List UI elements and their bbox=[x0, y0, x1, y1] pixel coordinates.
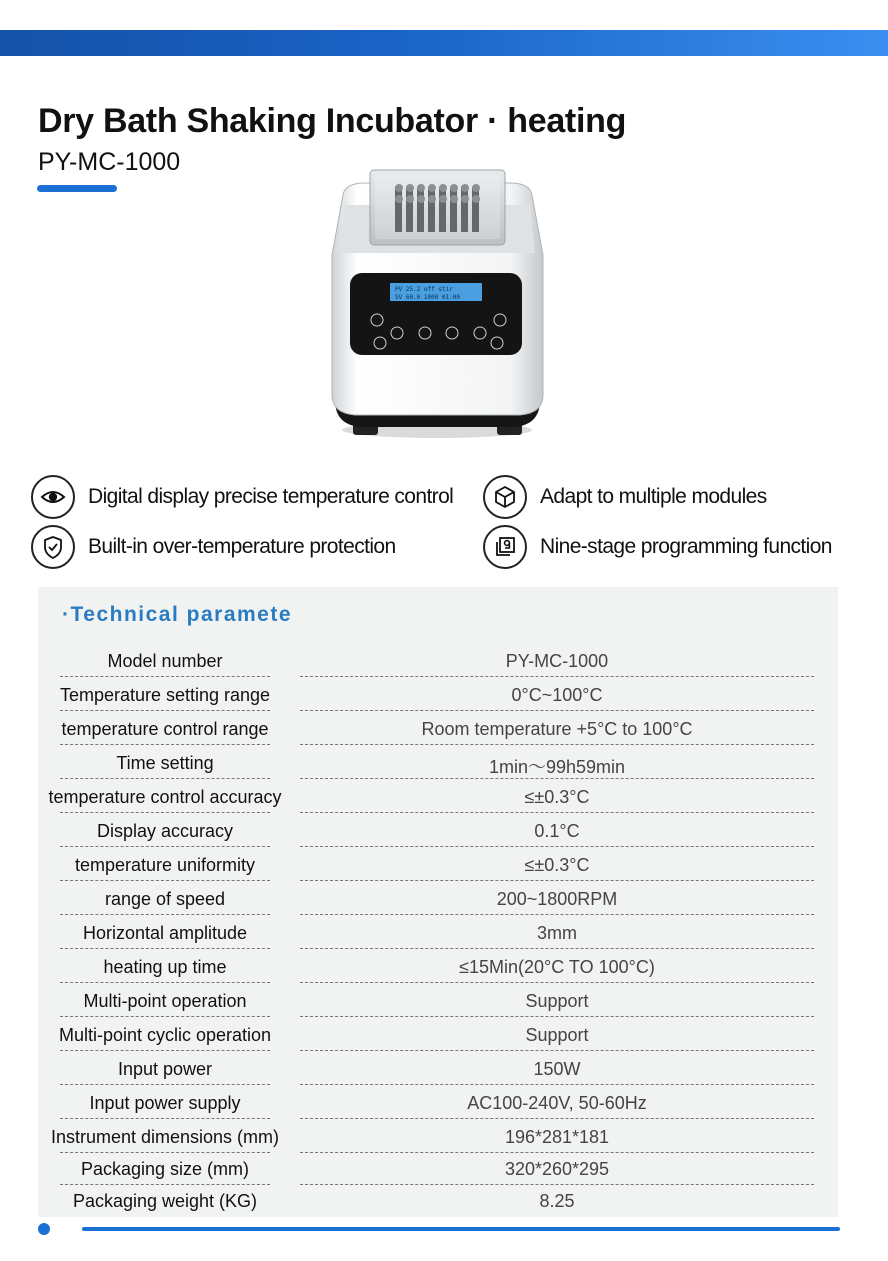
param-value: 8.25 bbox=[539, 1191, 575, 1211]
row-divider bbox=[60, 812, 270, 813]
row-divider bbox=[300, 1084, 814, 1085]
row-divider bbox=[60, 1016, 270, 1017]
param-label: temperature control range bbox=[61, 719, 269, 739]
row-divider bbox=[60, 948, 270, 949]
table-row bbox=[38, 917, 838, 951]
param-value: 150W bbox=[533, 1059, 581, 1079]
param-label: Instrument dimensions (mm) bbox=[50, 1127, 280, 1147]
feature-over-temperature bbox=[31, 525, 396, 569]
param-label: Temperature setting range bbox=[59, 685, 271, 705]
param-value: Support bbox=[525, 991, 589, 1011]
row-divider bbox=[60, 982, 270, 983]
param-value: Support bbox=[525, 1025, 589, 1045]
param-label: temperature control accuracy bbox=[48, 787, 282, 807]
table-row bbox=[38, 815, 838, 849]
row-divider bbox=[60, 914, 270, 915]
footer-dot bbox=[38, 1223, 50, 1235]
param-label: Packaging size (mm) bbox=[80, 1159, 250, 1179]
table-row bbox=[38, 679, 838, 713]
table-row bbox=[38, 1053, 838, 1087]
param-label: range of speed bbox=[104, 889, 226, 909]
footer-line bbox=[82, 1227, 840, 1231]
param-value: Room temperature +5°C to 100°C bbox=[421, 719, 693, 739]
param-value: 0.1°C bbox=[534, 821, 580, 841]
param-value: 1min～99h59min bbox=[488, 757, 626, 777]
param-label: Time setting bbox=[116, 753, 214, 773]
row-divider bbox=[300, 676, 814, 677]
param-label: Display accuracy bbox=[96, 821, 234, 841]
model-subtitle: PY-MC-1000 bbox=[38, 148, 181, 176]
feature-label: Nine-stage programming function bbox=[540, 535, 832, 558]
row-divider bbox=[300, 778, 814, 779]
row-divider bbox=[300, 710, 814, 711]
table-row bbox=[38, 1185, 838, 1219]
row-divider bbox=[60, 710, 270, 711]
row-divider bbox=[60, 676, 270, 677]
param-value: 3mm bbox=[537, 923, 577, 943]
page-title: Dry Bath Shaking Incubator · heating bbox=[38, 102, 627, 140]
row-divider bbox=[60, 778, 270, 779]
row-divider bbox=[300, 1050, 814, 1051]
feature-multiple-modules bbox=[483, 475, 767, 519]
row-divider bbox=[300, 982, 814, 983]
table-row bbox=[38, 1087, 838, 1121]
product-screen-line1: PV 25.2 off stir bbox=[395, 286, 453, 293]
title-underline bbox=[37, 185, 117, 192]
top-banner-bar bbox=[0, 30, 888, 56]
table-row bbox=[38, 713, 838, 747]
param-value: 196*281*181 bbox=[504, 1127, 610, 1147]
param-label: Packaging weight (KG) bbox=[72, 1191, 258, 1211]
feature-nine-stage bbox=[483, 525, 832, 569]
program-9-icon bbox=[483, 525, 527, 569]
param-value: 0°C~100°C bbox=[511, 685, 603, 705]
row-divider bbox=[60, 1084, 270, 1085]
technical-parameters-panel bbox=[38, 587, 838, 1217]
shield-check-icon bbox=[31, 525, 75, 569]
table-row bbox=[38, 883, 838, 917]
row-divider bbox=[60, 880, 270, 881]
param-value: 320*260*295 bbox=[504, 1159, 610, 1179]
product-image bbox=[325, 165, 550, 440]
row-divider bbox=[300, 948, 814, 949]
param-label: Multi-point cyclic operation bbox=[58, 1025, 272, 1045]
param-label: Multi-point operation bbox=[83, 991, 247, 1011]
table-row bbox=[38, 645, 838, 679]
table-row bbox=[38, 1153, 838, 1187]
row-divider bbox=[300, 812, 814, 813]
row-divider bbox=[60, 744, 270, 745]
param-label: Input power supply bbox=[89, 1093, 241, 1113]
table-row bbox=[38, 849, 838, 883]
cube-icon bbox=[483, 475, 527, 519]
row-divider bbox=[300, 744, 814, 745]
table-row bbox=[38, 747, 838, 781]
param-value: PY-MC-1000 bbox=[505, 651, 609, 671]
param-value: ≤±0.3°C bbox=[524, 787, 590, 807]
feature-label: Built-in over-temperature protection bbox=[88, 535, 396, 558]
table-row bbox=[38, 1019, 838, 1053]
param-value: AC100-240V, 50-60Hz bbox=[467, 1093, 647, 1113]
params-heading: ·Technical paramete bbox=[62, 603, 293, 626]
table-row bbox=[38, 951, 838, 985]
row-divider bbox=[60, 1118, 270, 1119]
row-divider bbox=[300, 1118, 814, 1119]
param-label: heating up time bbox=[103, 957, 227, 977]
param-label: Input power bbox=[117, 1059, 213, 1079]
param-label: Model number bbox=[107, 651, 223, 671]
table-row bbox=[38, 1121, 838, 1155]
param-value: 200~1800RPM bbox=[496, 889, 618, 909]
feature-label: Digital display precise temperature control bbox=[88, 485, 454, 508]
param-value: ≤±0.3°C bbox=[524, 855, 590, 875]
row-divider bbox=[60, 846, 270, 847]
feature-digital-display bbox=[31, 475, 453, 519]
row-divider bbox=[60, 1050, 270, 1051]
product-screen-line2: SV 60.0 1000 01:00 bbox=[395, 294, 461, 301]
eye-icon bbox=[31, 475, 75, 519]
row-divider bbox=[300, 1016, 814, 1017]
feature-label: Adapt to multiple modules bbox=[540, 485, 767, 508]
row-divider bbox=[300, 880, 814, 881]
row-divider bbox=[300, 846, 814, 847]
param-label: Horizontal amplitude bbox=[82, 923, 248, 943]
table-row bbox=[38, 985, 838, 1019]
table-row bbox=[38, 781, 838, 815]
param-value: ≤15Min(20°C TO 100°C) bbox=[459, 957, 655, 977]
row-divider bbox=[300, 914, 814, 915]
param-label: temperature uniformity bbox=[74, 855, 256, 875]
